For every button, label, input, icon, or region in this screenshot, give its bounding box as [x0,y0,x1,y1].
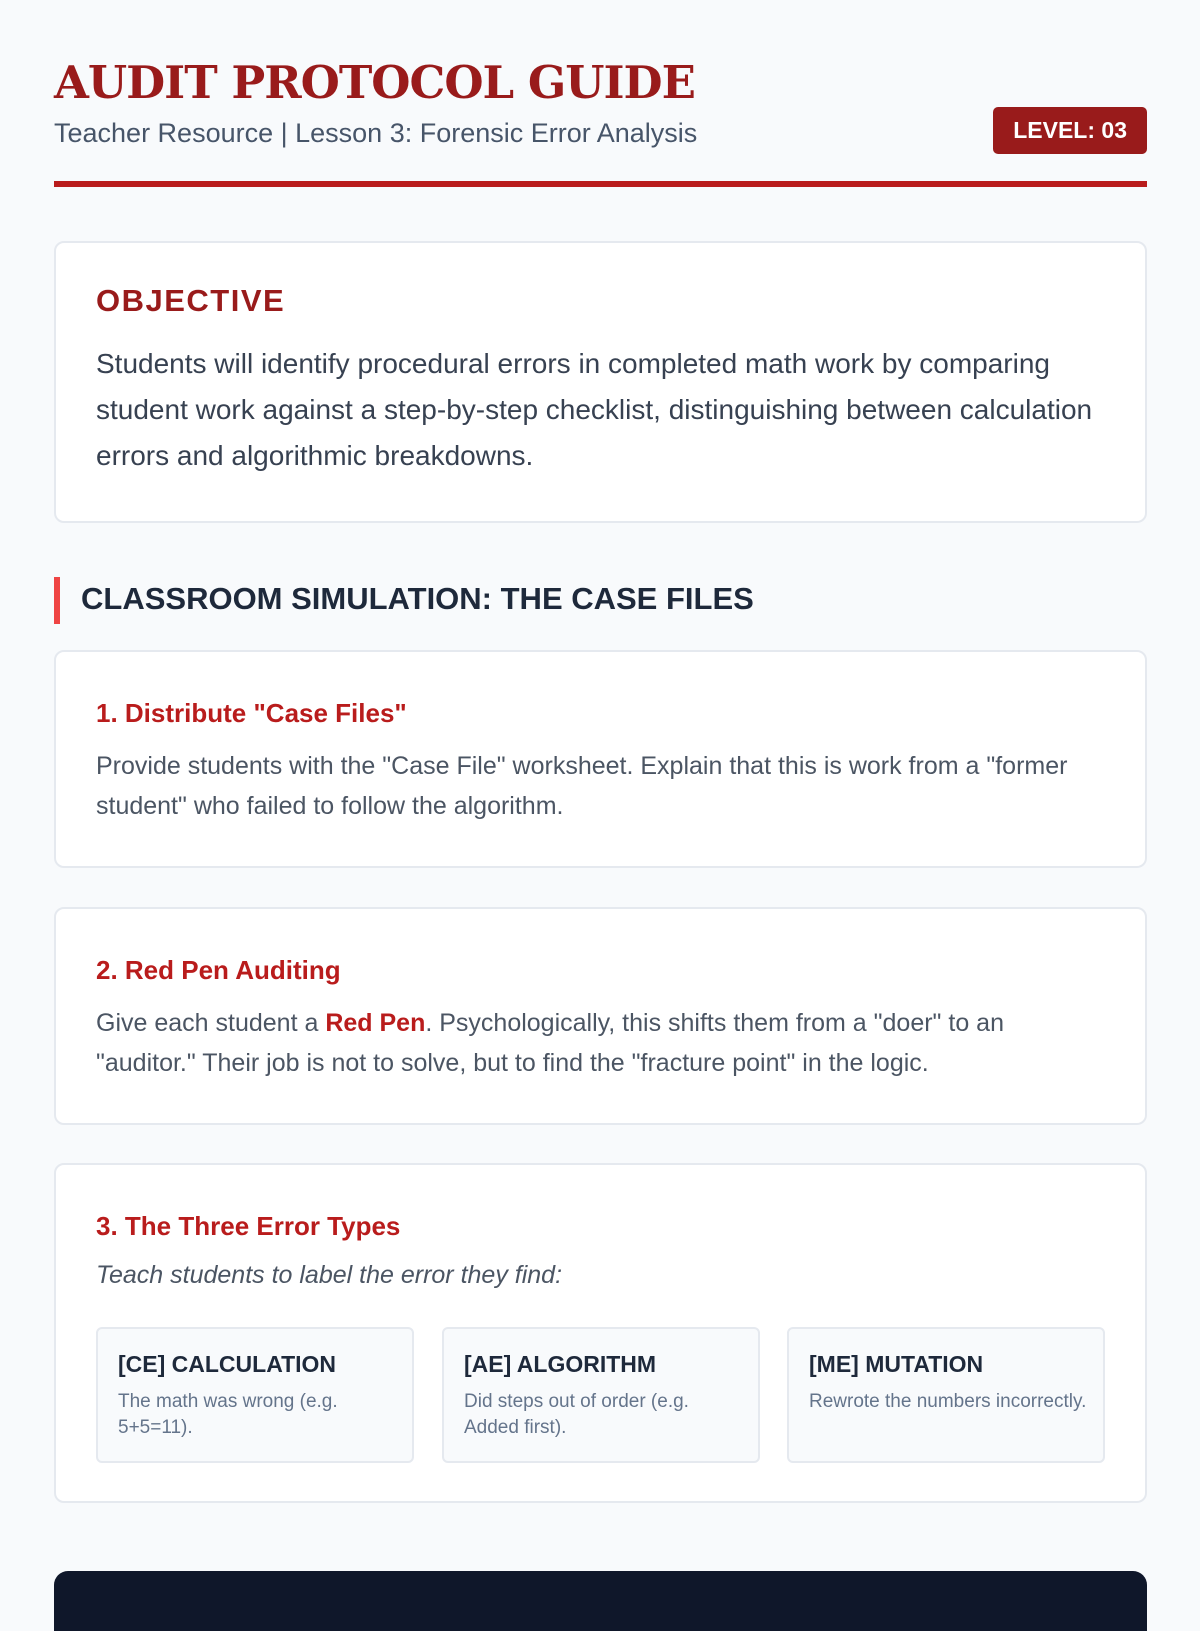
step-card-red-pen-auditing [54,907,1147,1125]
step-title: 1. Distribute "Case Files" [96,698,407,728]
step-intro: Teach students to label the error they find: [96,1261,563,1289]
error-type-description: The math was wrong (e.g. 5+5=11). [118,1391,338,1438]
step-text [96,1003,1106,1083]
step-text-start: Give each student a [96,1009,326,1037]
error-type-label: [CE] CALCULATION [118,1351,337,1377]
level-badge: LEVEL: 03 [993,107,1147,154]
objective-text: Students will identify procedural errors in completed math work by comparing student work against a step-by-step checklist, distinguishing between calculation errors and algorithmic breakdowns. [96,348,1093,471]
page-subtitle: Teacher Resource | Lesson 3: Forensic Error Analysis [54,118,698,148]
step-text-end: . Psychologically, this shifts them from a "doer" to an "auditor." Their job is not to solve, but to find the "fracture point" in the logic. [96,1009,1004,1077]
error-type-label: [ME] MUTATION [809,1351,984,1377]
error-type-algorithm [442,1327,760,1463]
simulation-section-header [54,577,1147,624]
objective-heading: OBJECTIVE [96,283,286,318]
error-type-calculation [96,1327,414,1463]
error-type-description: Did steps out of order (e.g. Added first). [464,1391,689,1438]
step-card-distribute-case-files [54,650,1147,868]
error-type-mutation [787,1327,1105,1463]
audit-protocol-page [54,0,1147,1438]
section-title: CLASSROOM SIMULATION: THE CASE FILES [81,581,754,616]
page-header [54,0,1147,187]
footer-bar [54,1571,1147,1631]
page-title: AUDIT PROTOCOL GUIDE [54,56,695,109]
step-card-error-types [54,1163,1147,1503]
step-title: 3. The Three Error Types [96,1211,401,1241]
step-title: 2. Red Pen Auditing [96,955,341,985]
objective-card [54,241,1147,523]
section-accent-bar [54,577,60,624]
step-text: Provide students with the "Case File" worksheet. Explain that this is work from a "former student" who failed to follow the algorithm. [96,752,1068,820]
header-divider [54,181,1147,187]
error-type-description: Rewrote the numbers incorrectly. [809,1391,1087,1412]
red-pen-highlight: Red Pen [325,1009,426,1037]
error-type-label: [AE] ALGORITHM [464,1351,657,1377]
